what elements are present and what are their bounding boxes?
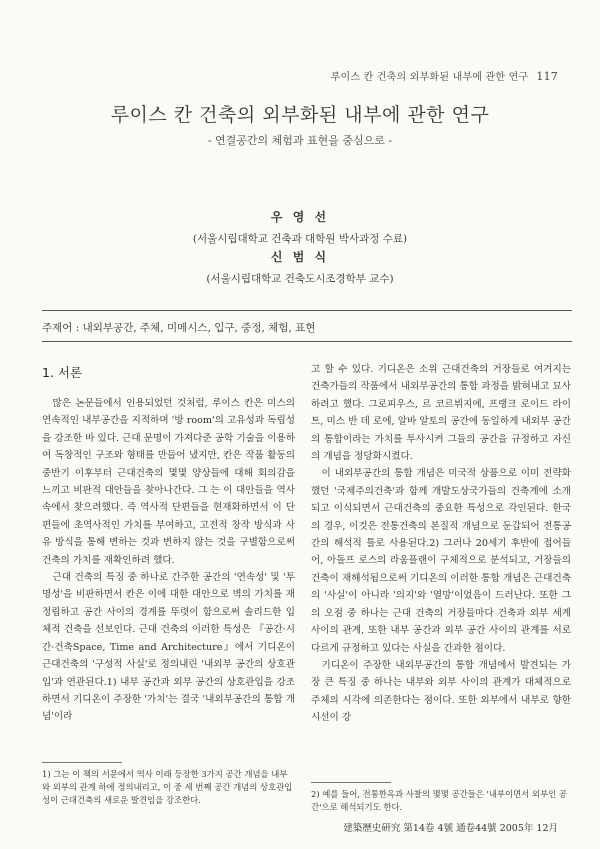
body-paragraph: 이 내외부공간의 통합 개념은 미국적 상품으로 이미 전략화했던 '국제주의건축'과 함께 개발도상국가들의 건축계에 소개되고 이식되면서 근대건축의 중요한 특성으로 각인된다. 한국의 경우, 이것은 전통건축의 본질적 개념으로 둔갑되어 전통공간의 해석적 틀로 사용된다.2) 그러나 20세기 후반에 접어들어, 아돌프 로스의 라움플랜이 구체적으로 분석되고, 거장들의 건축이 재해석됨으로써 기디온의 이러한 통합 개념은 근대건축의 '사실'이 아니라 '의지'와 '열망'이었음이 드러난다. 또한 그의 오점 중 하나는 근대 건축의 거장들마다 건축과 외부 세계 사이의 관계, 또한 내부 공간과 외부 공간 사이의 관계를 서로 다르게 규정하고 있다는 사실을 간과한 점이다. xyxy=(311,468,571,654)
author-name: 우 영 선 xyxy=(270,210,330,224)
body-paragraph: 기디온이 주장한 내외부공간의 통합 개념에서 발견되는 가장 큰 특징 중 하나는 내부와 외부 사이의 관계가 대체적으로 주체의 시각에 의존한다는 점이다. 또한 외부에서 내부로 향한 시선이 강 xyxy=(311,659,571,724)
section-heading: 1. 서론 xyxy=(42,365,83,380)
journal-footer: 建築歷史硏究 第14卷 4號 通卷44號 2005年 12月 xyxy=(343,823,558,834)
keywords: 주제어 : 내외부공간, 주체, 미메시스, 입구, 중정, 체험, 표현 xyxy=(42,322,316,334)
author-affiliation: (서울시립대학교 건축도시조경학부 교수) xyxy=(206,273,394,285)
keywords-top-rule xyxy=(42,310,572,311)
footnote-rule xyxy=(311,782,391,783)
body-paragraph: 많은 논문들에서 인용되었던 것처럼, 루이스 칸은 미스의 연속적인 내부공간을 지적하며 '방 room'의 고유성과 독립성을 강조한 바 있다. 근대 문명이 가져다준 공학 기술을 이용하여 독창적인 구조와 형태를 만들어 냈지만, 칸은 작품 활동의 중반기 이후부터 근대건축의 몇몇 양상들에 대해 회의감을 느끼고 비판적 대안들을 찾아나간다. 그 는 이 대안들을 역사 속에서 찾으려했다. 즉 역사적 단편들을 현재화하면서 이 단편들에 초역사적인 가치를 부여하고, 고전적 창작 방식과 사유 방식을 통해 변하는 것과 변하지 않는 것을 구별함으로써 건축의 가치를 재확인하려 했다. xyxy=(42,398,295,566)
keywords-bottom-rule xyxy=(42,341,572,342)
footnote-rule xyxy=(42,762,122,763)
running-header xyxy=(331,68,558,83)
body-paragraph: 근대 건축의 특징 중 하나로 간주한 공간의 '연속성' 및 '투명성'을 비판하면서 칸은 이에 대한 대안으로 벽의 가치를 재정립하고 공간 사이의 경계를 뚜렷이 함으로써 솔리드한 입체적 건축을 선보인다. 근대 건축의 이러한 특성은 『공간·시간·건축Space, Time and Architecture』에서 기디온이 근대건축의 '구성적 사실'로 정의내린 '내외부 공간의 상호관입'과 연관된다.1) 내부 공간과 외부 공간의 상호관입을 강조하면서 기디온이 주장한 '가치'는 결국 '내외부공간의 통합 개념'이라 xyxy=(42,572,295,723)
paper-title: 루이스 칸 건축의 외부화된 내부에 관한 연구 xyxy=(110,104,490,126)
left-column xyxy=(42,395,295,726)
author-1 xyxy=(0,208,600,246)
running-header-title: 루이스 칸 건축의 외부화된 내부에 관한 연구 xyxy=(330,72,529,83)
body-paragraph: 고 할 수 있다. 기디온은 소위 근대건축의 거장들로 여겨지는 건축가들의 작품에서 내외부공간의 통합 과정을 밝혀내고 묘사하려고 했다. 그로피우스, 르 코르뷔지에, 프랭크 로이드 라이트, 미스 반 데 로에, 알바 알토의 공간에 동일하게 내외부 공간의 통합이라는 가치를 투사시켜 그들의 공간을 규정하고 자신의 개념을 정당화시켰다. xyxy=(311,364,571,463)
footnote-1: 1) 그는 이 책의 서문에서 역사 이래 등장한 3가지 공간 개념을 내부와 외부의 관계 하에 정의내리고, 이 중 세 번째 공간 개념의 상호관입성이 근대건축의 새로운 발견임을 강조한다. xyxy=(42,769,293,805)
paper-subtitle: - 연결공간의 체험과 표현을 중심으로 - xyxy=(207,134,393,147)
right-column xyxy=(311,361,571,727)
author-affiliation: (서울시립대학교 건축과 대학원 박사과정 수료) xyxy=(192,233,408,245)
author-name: 신 범 식 xyxy=(270,250,330,264)
page-number: 117 xyxy=(536,70,558,83)
footnote-2: 2) 예를 들어, 전통한옥과 사찰의 몇몇 공간들은 '내부이면서 외부인 공간'으로 해석되기도 한다. xyxy=(311,789,567,812)
author-2 xyxy=(0,248,600,286)
